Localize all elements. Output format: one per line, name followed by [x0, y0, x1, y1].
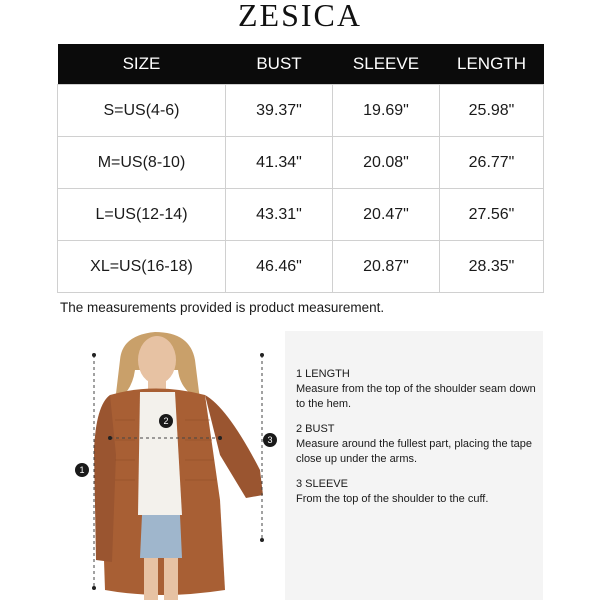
header-size: SIZE: [58, 44, 226, 85]
measurement-instructions-panel: [285, 331, 543, 600]
cell-sleeve: 20.87": [333, 241, 440, 293]
header-sleeve: SLEEVE: [333, 44, 440, 85]
product-figure: [60, 330, 285, 600]
cell-size: XL=US(16-18): [58, 241, 226, 293]
header-length: LENGTH: [440, 44, 544, 85]
cell-size: S=US(4-6): [58, 85, 226, 137]
cell-length: 26.77": [440, 137, 544, 189]
marker-1-icon: 1: [75, 463, 89, 477]
header-bust: BUST: [226, 44, 333, 85]
marker-3-icon: 3: [263, 433, 277, 447]
cell-sleeve: 20.08": [333, 137, 440, 189]
cell-length: 28.35": [440, 241, 544, 293]
white-top: [138, 392, 182, 515]
cell-sleeve: 19.69": [333, 85, 440, 137]
cell-bust: 41.34": [226, 137, 333, 189]
brand-logo: ZESICA: [238, 0, 362, 33]
right-leg: [164, 558, 178, 600]
cell-size: L=US(12-14): [58, 189, 226, 241]
instruction-bust: [296, 422, 536, 467]
table-row: [58, 189, 544, 241]
cell-size: M=US(8-10): [58, 137, 226, 189]
table-row: [58, 241, 544, 293]
denim-shorts: [140, 515, 182, 558]
cell-bust: 39.37": [226, 85, 333, 137]
measurement-note: The measurements provided is product measurement.: [60, 300, 385, 315]
left-leg: [144, 558, 158, 600]
cell-bust: 46.46": [226, 241, 333, 293]
model-illustration: [60, 330, 285, 600]
cell-length: 27.56": [440, 189, 544, 241]
instruction-title: 3 SLEEVE: [296, 478, 348, 490]
instruction-sleeve: [296, 477, 536, 507]
cell-length: 25.98": [440, 85, 544, 137]
instruction-desc: From the top of the shoulder to the cuff.: [296, 493, 489, 505]
instruction-length: [296, 367, 536, 412]
instruction-title: 1 LENGTH: [296, 368, 350, 380]
instruction-desc: Measure around the fullest part, placing the tape close up under the arms.: [296, 438, 533, 465]
instruction-desc: Measure from the top of the shoulder seam down to the hem.: [296, 383, 536, 410]
instruction-title: 2 BUST: [296, 423, 335, 435]
table-header-row: [58, 44, 544, 85]
face-shape: [138, 336, 176, 384]
marker-2-icon: 2: [159, 414, 173, 428]
table-row: [58, 137, 544, 189]
size-chart-table: [57, 44, 544, 293]
cell-bust: 43.31": [226, 189, 333, 241]
cell-sleeve: 20.47": [333, 189, 440, 241]
table-row: [58, 85, 544, 137]
